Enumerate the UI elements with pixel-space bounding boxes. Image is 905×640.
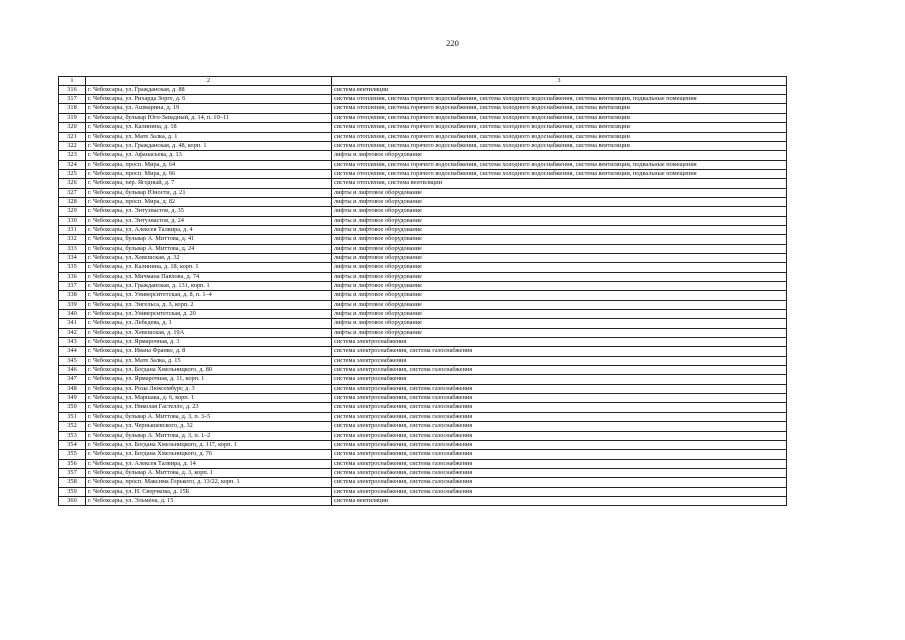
row-number: 331 <box>59 225 86 234</box>
row-number: 316 <box>59 85 86 94</box>
row-number: 342 <box>59 328 86 337</box>
row-systems: система электроснабжения <box>332 375 787 384</box>
row-address: г. Чебоксары, просп. Мира, д. 66 <box>86 169 332 178</box>
table-row <box>59 169 787 178</box>
row-address: г. Чебоксары, бульвар Юго-Западный, д. 14, п. 10–11 <box>86 113 332 122</box>
row-number: 319 <box>59 113 86 122</box>
row-systems: лифты и лифтовое оборудование <box>332 253 787 262</box>
row-address: г. Чебоксары, ул. Хевешская, д. 32 <box>86 253 332 262</box>
row-systems: система электроснабжения, система газоснабжения <box>332 468 787 477</box>
row-number: 327 <box>59 188 86 197</box>
row-systems: система отопления, система вентиляции <box>332 179 787 188</box>
table-row <box>59 375 787 384</box>
table-row <box>59 431 787 440</box>
table-row <box>59 141 787 150</box>
row-address: г. Чебоксары, ул. Рихарда Зорге, д. 6 <box>86 95 332 104</box>
row-number: 329 <box>59 207 86 216</box>
row-address: г. Чебоксары, ул. Мичмана Павлова, д. 74 <box>86 272 332 281</box>
table-row <box>59 403 787 412</box>
row-systems: система электроснабжения, система газоснабжения <box>332 440 787 449</box>
row-address: г. Чебоксары, ул. Энтузиастов, д. 24 <box>86 216 332 225</box>
row-number: 341 <box>59 319 86 328</box>
table-row <box>59 468 787 477</box>
table-row <box>59 123 787 132</box>
row-systems: лифты и лифтовое оборудование <box>332 272 787 281</box>
table-row <box>59 384 787 393</box>
row-number: 358 <box>59 478 86 487</box>
row-address: г. Чебоксары, ул. Ивана Франко, д. 8 <box>86 347 332 356</box>
row-systems: лифты и лифтовое оборудование <box>332 300 787 309</box>
row-address: г. Чебоксары, ул. Энтузиастов, д. 35 <box>86 207 332 216</box>
row-address: г. Чебоксары, бульвар А. Миттова, д. 3, п. 1–2 <box>86 431 332 440</box>
row-number: 317 <box>59 95 86 104</box>
row-number: 345 <box>59 356 86 365</box>
row-systems: лифты и лифтовое оборудование <box>332 216 787 225</box>
row-address: г. Чебоксары, ул. Алексея Талвира, д. 14 <box>86 459 332 468</box>
row-systems: лифты и лифтовое оборудование <box>332 225 787 234</box>
table-row <box>59 440 787 449</box>
row-systems: система электроснабжения, система газоснабжения <box>332 384 787 393</box>
row-systems: лифты и лифтовое оборудование <box>332 207 787 216</box>
row-number: 333 <box>59 244 86 253</box>
column-header-number: 1 <box>59 77 86 86</box>
table-row <box>59 487 787 496</box>
row-number: 354 <box>59 440 86 449</box>
table-row <box>59 450 787 459</box>
table-row <box>59 328 787 337</box>
row-number: 330 <box>59 216 86 225</box>
table-row <box>59 263 787 272</box>
row-address: г. Чебоксары, бульвар А. Миттова, д. 24 <box>86 244 332 253</box>
table-row <box>59 113 787 122</box>
row-systems: лифты и лифтовое оборудование <box>332 282 787 291</box>
column-header-systems: 3 <box>332 77 787 86</box>
row-number: 356 <box>59 459 86 468</box>
table-row <box>59 347 787 356</box>
row-systems: система электроснабжения, система газоснабжения <box>332 478 787 487</box>
row-address: г. Чебоксары, ул. Гражданская, д. 48, корп. 1 <box>86 141 332 150</box>
column-header-address: 2 <box>86 77 332 86</box>
row-number: 351 <box>59 412 86 421</box>
row-address: г. Чебоксары, ул. Мате Залка, д. 15 <box>86 356 332 365</box>
table-row <box>59 188 787 197</box>
row-number: 349 <box>59 394 86 403</box>
row-address: г. Чебоксары, ул. Гражданская, д. 88 <box>86 85 332 94</box>
row-address: г. Чебоксары, ул. Чернышевского, д. 32 <box>86 422 332 431</box>
table-row <box>59 160 787 169</box>
row-number: 321 <box>59 132 86 141</box>
row-number: 340 <box>59 310 86 319</box>
row-systems: система электроснабжения, система газоснабжения <box>332 394 787 403</box>
table-row <box>59 496 787 505</box>
row-address: г. Чебоксары, ул. Университетская, д. 20 <box>86 310 332 319</box>
table-row <box>59 459 787 468</box>
row-systems: система электроснабжения, система газоснабжения <box>332 459 787 468</box>
row-address: г. Чебоксары, ул. Университетская, д. 8, п. 1–4 <box>86 291 332 300</box>
row-address: г. Чебоксары, ул. Ашмарина, д. 19 <box>86 104 332 113</box>
page-number: 220 <box>446 38 459 48</box>
row-number: 320 <box>59 123 86 132</box>
row-systems: система отопления, система горячего водоснабжения, система холодного водоснабжения, система вентиляции, подвальные помещения <box>332 160 787 169</box>
row-systems: система электроснабжения <box>332 338 787 347</box>
row-systems: лифты и лифтовое оборудование <box>332 319 787 328</box>
row-address: г. Чебоксары, ул. Калинина, д. 18, корп. 1 <box>86 263 332 272</box>
row-systems: система отопления, система горячего водоснабжения, система холодного водоснабжения, система вентиляции, подвальные помещения <box>332 95 787 104</box>
table-row <box>59 197 787 206</box>
row-number: 343 <box>59 338 86 347</box>
row-number: 323 <box>59 151 86 160</box>
table-header-row <box>59 77 787 86</box>
row-address: г. Чебоксары, ул. Энгельса, д. 3, корп. 2 <box>86 300 332 309</box>
row-address: г. Чебоксары, ул. Николая Гастелло, д. 23 <box>86 403 332 412</box>
table-row <box>59 151 787 160</box>
row-number: 348 <box>59 384 86 393</box>
row-address: г. Чебоксары, ул. Богдана Хмельницкого, д. 117, корп. 1 <box>86 440 332 449</box>
row-number: 325 <box>59 169 86 178</box>
row-systems: система электроснабжения, система газоснабжения <box>332 487 787 496</box>
table-row <box>59 356 787 365</box>
row-systems: система отопления, система горячего водоснабжения, система холодного водоснабжения, система вентиляции <box>332 104 787 113</box>
row-address: г. Чебоксары, ул. Гражданская, д. 131, корп. 1 <box>86 282 332 291</box>
row-address: г. Чебоксары, ул. Калинина, д. 18 <box>86 123 332 132</box>
row-address: г. Чебоксары, просп. Мира, д. 82 <box>86 197 332 206</box>
row-systems: система электроснабжения, система газоснабжения <box>332 403 787 412</box>
table-row <box>59 104 787 113</box>
row-number: 336 <box>59 272 86 281</box>
table-row <box>59 207 787 216</box>
table-row <box>59 422 787 431</box>
row-systems: система отопления, система горячего водоснабжения, система холодного водоснабжения, система вентиляции <box>332 132 787 141</box>
row-number: 324 <box>59 160 86 169</box>
table-row <box>59 291 787 300</box>
row-address: г. Чебоксары, ул. Хевешская, д. 19А <box>86 328 332 337</box>
table-row <box>59 412 787 421</box>
row-systems: система вентиляции <box>332 85 787 94</box>
row-number: 352 <box>59 422 86 431</box>
row-systems: лифты и лифтовое оборудование <box>332 235 787 244</box>
table-row <box>59 216 787 225</box>
row-address: г. Чебоксары, просп. Максима Горького, д. 13/22, корп. 1 <box>86 478 332 487</box>
row-number: 353 <box>59 431 86 440</box>
address-table <box>58 76 787 506</box>
table-row <box>59 272 787 281</box>
row-address: г. Чебоксары, бульвар Юности, д. 21 <box>86 188 332 197</box>
row-systems: система электроснабжения, система газоснабжения <box>332 422 787 431</box>
row-number: 346 <box>59 366 86 375</box>
row-systems: лифты и лифтовое оборудование <box>332 244 787 253</box>
table-row <box>59 310 787 319</box>
row-number: 337 <box>59 282 86 291</box>
row-address: г. Чебоксары, пер. Ягодный, д. 7 <box>86 179 332 188</box>
row-systems: система отопления, система горячего водоснабжения, система холодного водоснабжения, система вентиляции <box>332 113 787 122</box>
row-systems: лифты и лифтовое оборудование <box>332 310 787 319</box>
row-number: 332 <box>59 235 86 244</box>
table-row <box>59 478 787 487</box>
row-systems: лифты и лифтовое оборудование <box>332 291 787 300</box>
table-row <box>59 132 787 141</box>
row-address: г. Чебоксары, ул. Маршака, д. 6, корп. 1 <box>86 394 332 403</box>
row-address: г. Чебоксары, бульвар А. Миттова, д. 3, п. 3–5 <box>86 412 332 421</box>
row-systems: лифты и лифтовое оборудование <box>332 328 787 337</box>
row-number: 357 <box>59 468 86 477</box>
table-row <box>59 235 787 244</box>
row-systems: система электроснабжения <box>332 356 787 365</box>
row-systems: система отопления, система горячего водоснабжения, система холодного водоснабжения, система вентиляции <box>332 123 787 132</box>
row-systems: система отопления, система горячего водоснабжения, система холодного водоснабжения, система вентиляции <box>332 141 787 150</box>
row-systems: система электроснабжения, система газоснабжения <box>332 412 787 421</box>
row-number: 359 <box>59 487 86 496</box>
row-number: 322 <box>59 141 86 150</box>
row-address: г. Чебоксары, ул. Розы Люксембург, д. 3 <box>86 384 332 393</box>
row-address: г. Чебоксары, ул. Ярмарочная, д. 3 <box>86 338 332 347</box>
table-row <box>59 179 787 188</box>
row-address: г. Чебоксары, ул. Афанасьева, д. 13 <box>86 151 332 160</box>
row-address: г. Чебоксары, ул. Богдана Хмельницкого, д. 80 <box>86 366 332 375</box>
row-number: 347 <box>59 375 86 384</box>
row-address: г. Чебоксары, бульвар А. Миттова, д. 41 <box>86 235 332 244</box>
row-systems: система вентиляции <box>332 496 787 505</box>
table-row <box>59 253 787 262</box>
table-row <box>59 95 787 104</box>
table-row <box>59 225 787 234</box>
row-number: 335 <box>59 263 86 272</box>
row-number: 360 <box>59 496 86 505</box>
row-address: г. Чебоксары, ул. Богдана Хмельницкого, д. 76 <box>86 450 332 459</box>
row-number: 344 <box>59 347 86 356</box>
row-number: 318 <box>59 104 86 113</box>
row-address: г. Чебоксары, ул. Эльмена, д. 15 <box>86 496 332 505</box>
row-number: 339 <box>59 300 86 309</box>
table-row <box>59 244 787 253</box>
table-row <box>59 282 787 291</box>
row-systems: система электроснабжения, система газоснабжения <box>332 347 787 356</box>
row-number: 326 <box>59 179 86 188</box>
row-systems: лифты и лифтовое оборудование <box>332 151 787 160</box>
row-number: 350 <box>59 403 86 412</box>
row-address: г. Чебоксары, бульвар А. Миттова, д. 3, корп. 1 <box>86 468 332 477</box>
row-number: 328 <box>59 197 86 206</box>
row-address: г. Чебоксары, ул. Лебедева, д. 1 <box>86 319 332 328</box>
row-address: г. Чебоксары, ул. Мате Залка, д. 1 <box>86 132 332 141</box>
row-systems: система электроснабжения, система газоснабжения <box>332 431 787 440</box>
row-systems: лифты и лифтовое оборудование <box>332 197 787 206</box>
row-number: 338 <box>59 291 86 300</box>
row-number: 355 <box>59 450 86 459</box>
row-systems: система электроснабжения, система газоснабжения <box>332 366 787 375</box>
table-row <box>59 300 787 309</box>
table-row <box>59 338 787 347</box>
table-row <box>59 366 787 375</box>
row-systems: система электроснабжения, система газоснабжения <box>332 450 787 459</box>
row-systems: лифты и лифтовое оборудование <box>332 263 787 272</box>
row-address: г. Чебоксары, ул. Н. Сверчкова, д. 15Б <box>86 487 332 496</box>
table-row <box>59 85 787 94</box>
row-number: 334 <box>59 253 86 262</box>
row-address: г. Чебоксары, ул. Алексея Талвира, д. 4 <box>86 225 332 234</box>
table-row <box>59 319 787 328</box>
row-address: г. Чебоксары, просп. Мира, д. 64 <box>86 160 332 169</box>
row-systems: лифты и лифтовое оборудование <box>332 188 787 197</box>
table-row <box>59 394 787 403</box>
row-systems: система отопления, система горячего водоснабжения, система холодного водоснабжения, система вентиляции, подвальные помещения <box>332 169 787 178</box>
row-address: г. Чебоксары, ул. Ярмарочная, д. 11, корп. 1 <box>86 375 332 384</box>
